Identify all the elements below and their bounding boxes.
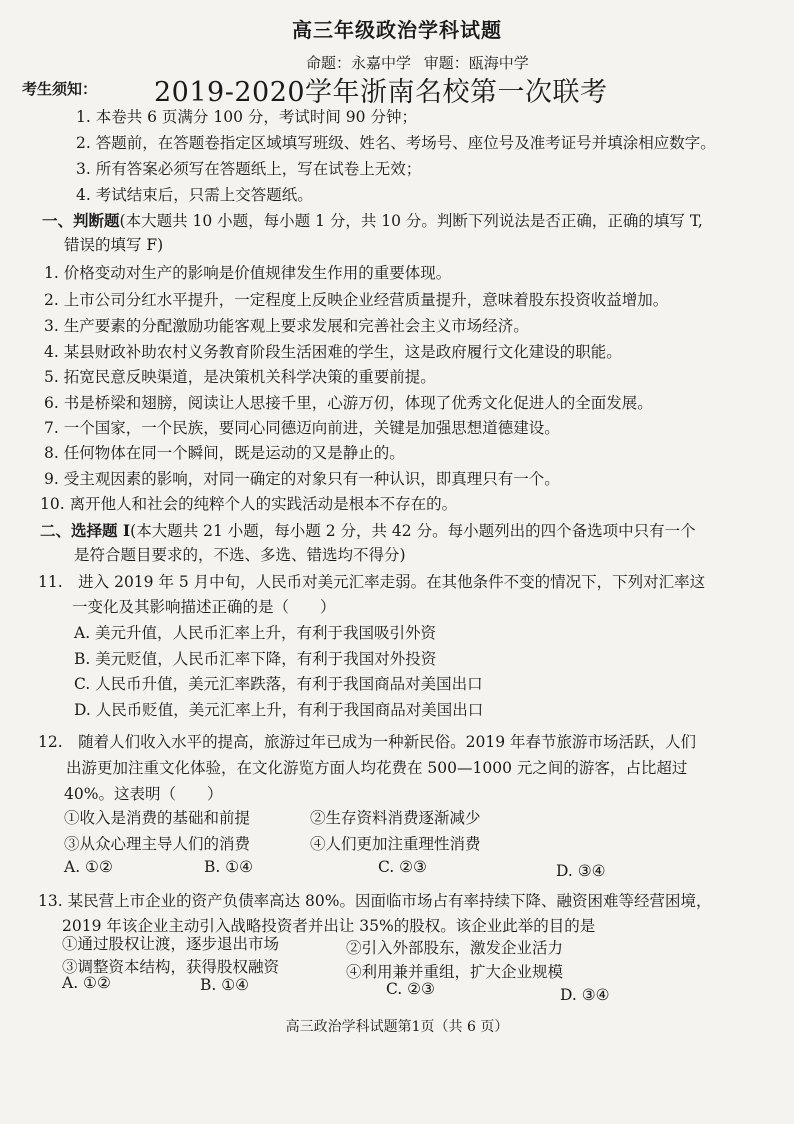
q13-statement: ④利用兼并重组，扩大企业规模: [346, 963, 564, 981]
exam-name: 2019-2020学年浙南名校第一次联考: [154, 77, 608, 108]
page-title: 高三年级政治学科试题: [292, 18, 502, 42]
notice-item: 4. 考试结束后，只需上交答题纸。: [76, 186, 313, 204]
section2-heading: 二、选择题 I: [40, 521, 131, 540]
q12-choice-b: B. ①④: [204, 858, 254, 876]
section2-header: [40, 519, 696, 541]
q13-stem-cont: 2019 年该企业主动引入战略投资者并出让 35%的股权。该企业此举的目的是: [62, 917, 596, 935]
q12-statement: ①收入是消费的基础和前提: [64, 809, 251, 827]
notice-item: 3. 所有答案必须写在答题纸上，写在试卷上无效；: [76, 160, 422, 178]
q12-stem: 12. 随着人们收入水平的提高，旅游过年已成为一种新民俗。2019 年春节旅游市场活跃，人们: [38, 733, 697, 751]
section2-desc-cont: 是符合题目要求的，不选、多选、错选均不得分): [74, 546, 406, 564]
q12-statement: ②生存资料消费逐渐减少: [310, 809, 481, 827]
q11-option: B. 美元贬值，人民币汇率下降，有利于我国对外投资: [74, 650, 437, 668]
judgement-item: 7. 一个国家，一个民族，要同心同德迈向前进，关键是加强思想道德建设。: [44, 419, 560, 437]
q13-choice-a: A. ①②: [62, 974, 111, 992]
q13-choice-d: D. ③④: [560, 986, 610, 1004]
section2-desc: (本大题共 21 小题，每小题 2 分，共 42 分。每小题列出的四个备选项中只有一个: [130, 522, 696, 540]
judgement-item: 8. 任何物体在同一个瞬间，既是运动的又是静止的。: [44, 444, 405, 462]
q13-choice-b: B. ①④: [200, 976, 250, 994]
notice-label: 考生须知：: [22, 80, 98, 98]
q13-statement: ③调整资本结构，获得股权融资: [62, 958, 280, 976]
q13-statement: ②引入外部股东，激发企业活力: [346, 939, 564, 957]
section1-heading: 一、判断题: [42, 211, 120, 230]
judgement-item: 4. 某县财政补助农村义务教育阶段生活困难的学生，这是政府履行文化建设的职能。: [44, 343, 622, 361]
section1-desc: (本大题共 10 小题，每小题 1 分，共 10 分。判断下列说法是否正确，正确的填写 T,: [119, 212, 703, 230]
q12-choice-c: C. ②③: [378, 858, 427, 876]
q12-choice-d: D. ③④: [556, 862, 606, 880]
reviewer-text: 审题：瓯海中学: [423, 54, 529, 72]
page-footer: 高三政治学科试题第1页（共 6 页）: [285, 1019, 509, 1035]
section1-header: [42, 209, 703, 231]
q13-statement: ①通过股权让渡，逐步退出市场: [62, 935, 280, 953]
judgement-item: 5. 拓宽民意反映渠道，是决策机关科学决策的重要前提。: [44, 368, 436, 386]
notice-item: 2. 答题前，在答题卷指定区域填写班级、姓名、考场号、座位号及准考证号并填涂相应数字。: [76, 134, 716, 152]
judgement-item: 3. 生产要素的分配激励功能客观上要求发展和完善社会主义市场经济。: [44, 317, 529, 335]
judgement-item: 10. 离开他人和社会的纯粹个人的实践活动是根本不存在的。: [40, 495, 458, 513]
q11-option: D. 人民币贬值，美元汇率上升，有利于我国商品对美国出口: [74, 701, 484, 719]
q12-statement: ④人们更加注重理性消费: [310, 835, 481, 853]
q11-option: A. 美元升值，人民币汇率上升，有利于我国吸引外资: [74, 624, 437, 642]
section1-desc-cont: 错误的填写 F): [64, 236, 164, 254]
q11-stem-cont: 一变化及其影响描述正确的是（ ）: [72, 598, 336, 616]
q12-stem-cont: 40%。这表明（ ）: [64, 785, 223, 803]
judgement-item: 6. 书是桥梁和翅膀，阅读让人思接千里，心游万仞，体现了优秀文化促进人的全面发展。: [44, 394, 653, 412]
judgement-item: 9. 受主观因素的影响，对同一确定的对象只有一种认识，即真理只有一个。: [44, 470, 560, 488]
judgement-item: 1. 价格变动对生产的影响是价值规律发生作用的重要体现。: [44, 264, 452, 282]
q12-statement: ③从众心理主导人们的消费: [64, 835, 251, 853]
judgement-item: 2. 上市公司分红水平提升，一定程度上反映企业经营质量提升，意味着股东投资收益增加。: [44, 291, 669, 309]
q12-choice-a: A. ①②: [64, 858, 113, 876]
q12-stem-cont: 出游更加注重文化体验，在文化游览方面人均花费在 500—1000 元之间的游客，占比超过: [66, 759, 688, 777]
q11-stem: 11. 进入 2019 年 5 月中旬，人民币对美元汇率走弱。在其他条件不变的情况下，下列对汇率这: [38, 573, 706, 591]
notice-item: 1. 本卷共 6 页满分 100 分，考试时间 90 分钟；: [76, 108, 417, 126]
setter-text: 命题：永嘉中学: [306, 54, 412, 72]
q11-option: C. 人民币升值，美元汇率跌落，有利于我国商品对美国出口: [74, 675, 483, 693]
q13-stem: 13. 某民营上市企业的资产负债率高达 80%。因面临市场占有率持续下降、融资困难等经营困境，: [38, 892, 712, 910]
q13-choice-c: C. ②③: [386, 980, 435, 998]
